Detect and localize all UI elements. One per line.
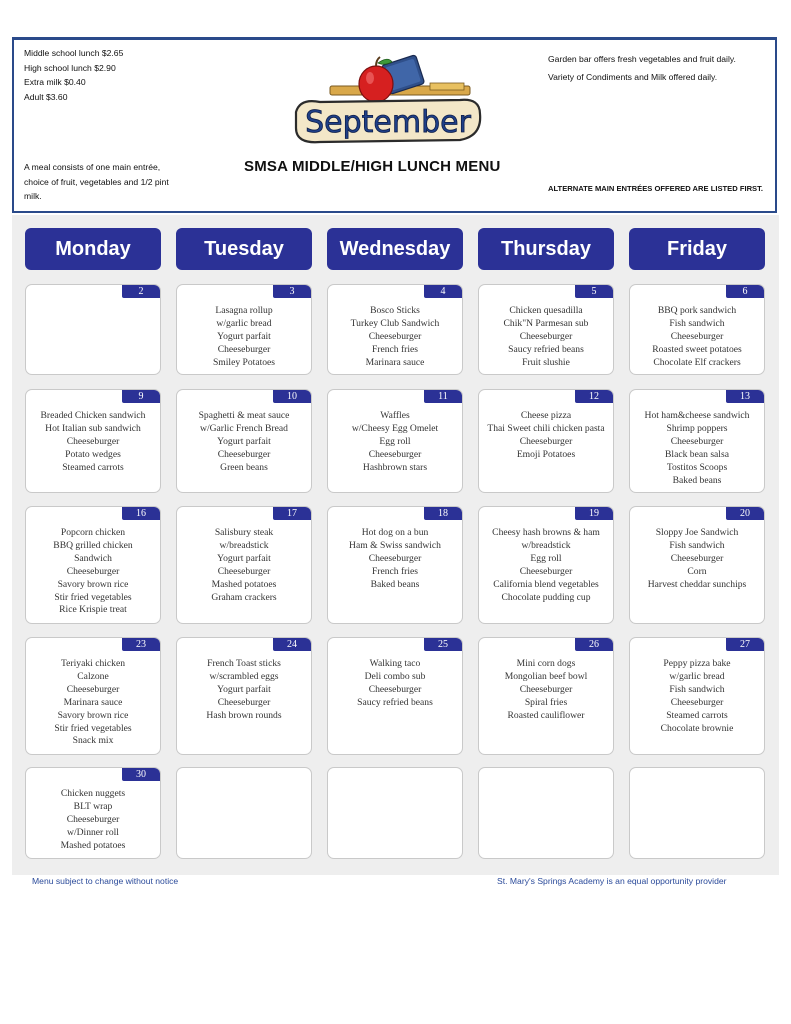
menu-item: Fish sandwich — [669, 683, 725, 695]
menu-item: Roasted sweet potatoes — [652, 343, 742, 355]
menu-item: Cheeseburger — [368, 448, 422, 460]
menu-item: Deli combo sub — [364, 670, 426, 682]
date-number: 25 — [424, 638, 462, 651]
day-header-tuesday: Tuesday — [176, 228, 312, 270]
menu-items — [630, 658, 764, 735]
day-cell — [25, 506, 161, 624]
menu-items — [26, 788, 160, 853]
menu-item: BBQ pork sandwich — [657, 305, 737, 316]
menu-items — [328, 410, 462, 475]
menu-items — [177, 527, 311, 604]
condiments-line: Variety of Condiments and Milk offered daily. — [548, 72, 718, 82]
menu-item: Egg roll — [530, 552, 562, 564]
day-header-monday: Monday — [25, 228, 161, 270]
menu-item: Hashbrown stars — [362, 461, 428, 473]
menu-item: Roasted cauliflower — [507, 709, 585, 721]
menu-item: Mashed potatoes — [211, 578, 277, 590]
date-number: 10 — [273, 390, 311, 403]
menu-item: Lasagna rollup — [215, 305, 273, 316]
menu-items — [328, 527, 462, 592]
date-number: 26 — [575, 638, 613, 651]
date-number: 2 — [122, 285, 160, 298]
menu-item: Savory brown rice — [57, 578, 129, 590]
menu-item: Corn — [687, 565, 707, 577]
menu-item: Cheeseburger — [66, 813, 120, 825]
footer-equal-opportunity: St. Mary's Springs Academy is an equal opportunity provider — [497, 876, 727, 886]
page-title: SMSA MIDDLE/HIGH LUNCH MENU — [244, 158, 501, 175]
menu-items — [26, 410, 160, 475]
day-cell — [25, 284, 161, 375]
menu-item: Stir fried vegetables — [54, 591, 132, 603]
menu-item: Marinara sauce — [63, 696, 123, 708]
menu-items — [177, 305, 311, 370]
menu-items — [479, 658, 613, 723]
day-cell — [629, 506, 765, 624]
menu-item: Smiley Potatoes — [212, 356, 276, 368]
menu-items — [26, 658, 160, 748]
date-number: 11 — [424, 390, 462, 403]
price-extra-milk: Extra milk $0.40 — [24, 77, 86, 87]
menu-item: Cheeseburger — [519, 435, 573, 447]
day-header-wednesday: Wednesday — [327, 228, 463, 270]
garden-line: Garden bar offers fresh vegetables and fruit daily. — [548, 54, 736, 64]
menu-item: Chocolate Elf crackers — [653, 356, 741, 368]
date-number: 30 — [122, 768, 160, 781]
menu-item: Fish sandwich — [669, 317, 725, 329]
menu-item: Chik"N Parmesan sub — [503, 317, 589, 329]
day-cell — [327, 389, 463, 493]
menu-item: Saucy refried beans — [508, 343, 584, 355]
menu-item: Yogurt parfait — [217, 552, 271, 564]
alternate-note: ALTERNATE MAIN ENTRÉES OFFERED ARE LISTED FIRST. — [548, 184, 764, 193]
menu-item: Thai Sweet chili chicken pasta — [487, 422, 605, 434]
menu-item: Egg roll — [379, 435, 411, 447]
menu-items — [328, 305, 462, 370]
menu-items — [26, 527, 160, 617]
menu-item: Cheeseburger — [670, 435, 724, 447]
menu-item: Mini corn dogs — [516, 658, 576, 669]
menu-item: Stir fried vegetables — [54, 722, 132, 734]
menu-item: Snack mix — [72, 735, 114, 747]
menu-item: Chocolate brownie — [660, 722, 734, 734]
date-number: 23 — [122, 638, 160, 651]
menu-header — [12, 37, 777, 213]
menu-item: Cheeseburger — [670, 552, 724, 564]
menu-item: French fries — [371, 343, 419, 355]
menu-item: Sloppy Joe Sandwich — [655, 527, 739, 538]
menu-item: Yogurt parfait — [217, 435, 271, 447]
footer-disclaimer: Menu subject to change without notice — [32, 876, 179, 886]
date-number: 19 — [575, 507, 613, 520]
menu-item: Steamed carrots — [62, 461, 124, 473]
menu-items — [630, 305, 764, 370]
menu-item: Turkey Club Sandwich — [350, 317, 440, 329]
day-cell — [25, 389, 161, 493]
menu-item: Saucy refried beans — [357, 696, 433, 708]
day-cell — [327, 637, 463, 755]
menu-item: w/garlic bread — [669, 670, 725, 682]
menu-item: Spiral fries — [524, 696, 568, 708]
price-middle-school: Middle school lunch $2.65 — [24, 48, 124, 58]
menu-item: Walking taco — [369, 658, 421, 669]
menu-item: Teriyaki chicken — [60, 658, 126, 669]
menu-item: Fruit slushie — [522, 356, 570, 368]
menu-items — [479, 410, 613, 462]
day-header-thursday: Thursday — [478, 228, 614, 270]
day-cell — [629, 637, 765, 755]
menu-item: Tostitos Scoops — [666, 461, 728, 473]
menu-item: Hash brown rounds — [206, 709, 282, 721]
menu-item: Spaghetti & meat sauce — [198, 410, 290, 421]
date-number: 13 — [726, 390, 764, 403]
menu-item: Cheeseburger — [66, 565, 120, 577]
day-cell — [176, 389, 312, 493]
menu-item: Breaded Chicken sandwich — [40, 410, 146, 421]
menu-item: w/breadstick — [521, 539, 571, 551]
price-high-school: High school lunch $2.90 — [24, 62, 116, 73]
menu-item: Graham crackers — [211, 591, 277, 603]
menu-item: Mongolian beef bowl — [504, 670, 588, 682]
menu-item: Cheeseburger — [217, 448, 271, 460]
date-number: 6 — [726, 285, 764, 298]
day-cell — [176, 284, 312, 375]
menu-item: Cheeseburger — [217, 565, 271, 577]
date-number: 27 — [726, 638, 764, 651]
september-logo — [290, 50, 486, 146]
menu-item: Fish sandwich — [669, 539, 725, 551]
menu-item: Cheeseburger — [670, 330, 724, 342]
menu-items — [177, 658, 311, 723]
menu-item: Bosco Sticks — [370, 305, 420, 316]
menu-item: Shrimp poppers — [666, 422, 728, 434]
menu-item: Baked beans — [370, 578, 420, 590]
menu-item: w/breadstick — [219, 539, 269, 551]
day-cell — [629, 389, 765, 493]
date-number: 3 — [273, 285, 311, 298]
date-number: 5 — [575, 285, 613, 298]
menu-items — [479, 305, 613, 370]
menu-item: Cheeseburger — [66, 435, 120, 447]
menu-item: Potato wedges — [65, 448, 121, 460]
menu-item: Peppy pizza bake — [663, 658, 731, 669]
price-adult: Adult $3.60 — [24, 91, 68, 102]
menu-item: Yogurt parfait — [217, 683, 271, 695]
garden-info — [548, 50, 736, 86]
menu-item: French fries — [371, 565, 419, 577]
day-cell — [25, 637, 161, 755]
menu-items — [630, 410, 764, 487]
menu-item: Cheeseburger — [368, 683, 422, 695]
day-cell — [478, 767, 614, 859]
menu-item: Baked beans — [672, 474, 722, 486]
menu-item: Cheeseburger — [368, 552, 422, 564]
menu-item: Savory brown rice — [57, 709, 129, 721]
date-number: 20 — [726, 507, 764, 520]
logo-text: September — [305, 105, 471, 140]
menu-item: Green beans — [220, 461, 268, 473]
day-cell — [176, 506, 312, 624]
menu-item: Hot dog on a bun — [361, 527, 429, 538]
menu-item: Sandwich — [74, 552, 112, 564]
day-cell — [327, 284, 463, 375]
date-number: 16 — [122, 507, 160, 520]
menu-item: Chicken quesadilla — [509, 305, 583, 316]
menu-item: w/Garlic French Bread — [200, 422, 288, 434]
day-cell — [629, 767, 765, 859]
menu-items — [328, 658, 462, 710]
menu-item: Cheeseburger — [670, 696, 724, 708]
day-header-friday: Friday — [629, 228, 765, 270]
day-cell — [176, 767, 312, 859]
menu-item: Popcorn chicken — [60, 527, 126, 538]
day-cell — [478, 506, 614, 624]
menu-item: Hot Italian sub sandwich — [45, 422, 141, 434]
menu-item: Emoji Potatoes — [516, 448, 576, 460]
menu-item: Cheeseburger — [217, 696, 271, 708]
menu-item: Black bean salsa — [665, 448, 729, 460]
menu-item: Cheeseburger — [66, 683, 120, 695]
menu-item: Cheesy hash browns & ham — [492, 527, 600, 538]
menu-item: Cheeseburger — [368, 330, 422, 342]
menu-item: BBQ grilled chicken — [53, 539, 133, 551]
menu-items — [177, 410, 311, 475]
menu-item: Steamed carrots — [666, 709, 728, 721]
day-cell — [629, 284, 765, 375]
day-cell — [327, 767, 463, 859]
menu-item: Salisbury steak — [214, 527, 274, 538]
menu-item: Cheeseburger — [519, 330, 573, 342]
menu-item: w/scrambled eggs — [209, 670, 279, 682]
menu-item: Cheeseburger — [217, 343, 271, 355]
price-list — [24, 46, 123, 104]
day-cell — [327, 506, 463, 624]
menu-item: w/garlic bread — [216, 317, 272, 329]
menu-item: Waffles — [380, 410, 410, 421]
menu-items — [479, 527, 613, 604]
day-cell — [176, 637, 312, 755]
menu-item: Mashed potatoes — [60, 839, 126, 851]
date-number: 17 — [273, 507, 311, 520]
menu-item: Ham & Swiss sandwich — [349, 539, 441, 551]
menu-item: Harvest cheddar sunchips — [647, 578, 747, 590]
date-number: 4 — [424, 285, 462, 298]
menu-item: Rice Krispie treat — [59, 604, 127, 616]
menu-item: French Toast sticks — [207, 658, 281, 669]
day-cell — [478, 284, 614, 375]
menu-item: Hot ham&cheese sandwich — [644, 410, 750, 421]
menu-item: California blend vegetables — [493, 578, 599, 590]
menu-item: Chicken nuggets — [60, 788, 126, 799]
menu-item: Calzone — [77, 670, 109, 682]
menu-item: Yogurt parfait — [217, 330, 271, 342]
menu-item: Cheeseburger — [519, 683, 573, 695]
date-number: 9 — [122, 390, 160, 403]
menu-items — [630, 527, 764, 592]
day-cell — [25, 767, 161, 859]
day-cell — [478, 637, 614, 755]
date-number: 12 — [575, 390, 613, 403]
date-number: 24 — [273, 638, 311, 651]
day-cell — [478, 389, 614, 493]
menu-item: Cheeseburger — [519, 565, 573, 577]
lunch-calendar — [12, 215, 779, 875]
menu-item: BLT wrap — [73, 800, 113, 812]
menu-item: Cheese pizza — [520, 410, 572, 421]
menu-item: Marinara sauce — [365, 356, 425, 368]
menu-item: w/Dinner roll — [67, 826, 119, 838]
meal-info: A meal consists of one main entrée, choice of fruit, vegetables and 1/2 pint milk. — [24, 162, 169, 201]
menu-item: Chocolate pudding cup — [501, 591, 591, 603]
date-number: 18 — [424, 507, 462, 520]
menu-item: w/Cheesy Egg Omelet — [351, 422, 439, 434]
